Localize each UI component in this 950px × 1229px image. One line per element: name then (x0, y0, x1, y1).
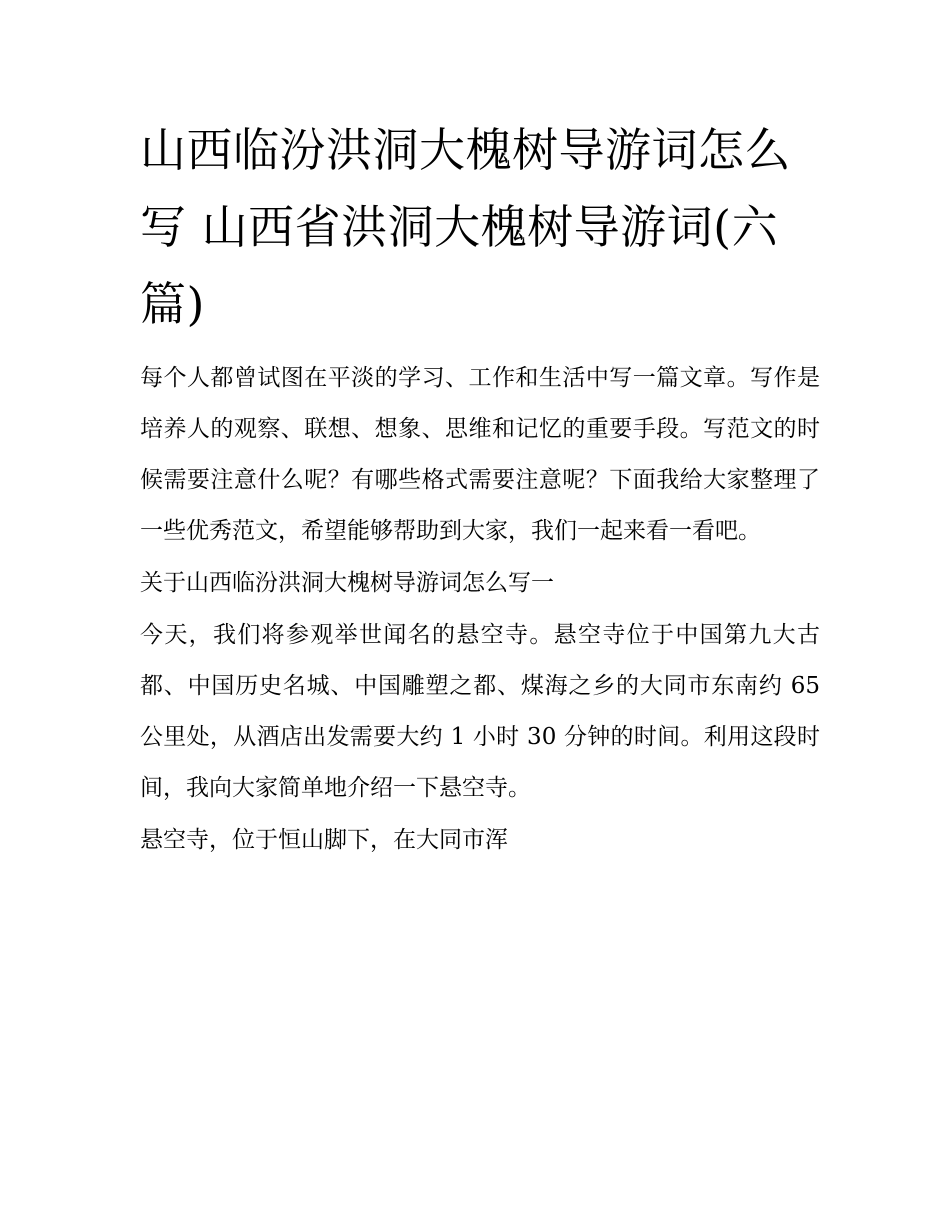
body-paragraph: 今天，我们将参观举世闻名的悬空寺。悬空寺位于中国第九大古都、中国历史名城、中国雕塑之都、煤海之乡的大同市东南约 65 公里处，从酒店出发需要大约 1 小时 30 分钟的时间。利用这段时间，我向大家简单地介绍一下悬空寺。 (140, 622, 820, 801)
document-title: 山西临汾洪洞大槐树导游词怎么写 山西省洪洞大槐树导游词(六篇) (140, 123, 791, 331)
document-page (140, 112, 820, 867)
closing-fragment: 悬空寺，位于恒山脚下，在大同市浑 (140, 827, 508, 853)
section-heading: 关于山西临汾洪洞大槐树导游词怎么写一 (140, 570, 554, 596)
intro-paragraph: 每个人都曾试图在平淡的学习、工作和生活中写一篇文章。写作是培养人的观察、联想、想象、思维和记忆的重要手段。写范文的时候需要注意什么呢？有哪些格式需要注意呢？下面我给大家整理了一些优秀范文，希望能够帮助到大家，我们一起来看一看吧。 (140, 365, 820, 544)
